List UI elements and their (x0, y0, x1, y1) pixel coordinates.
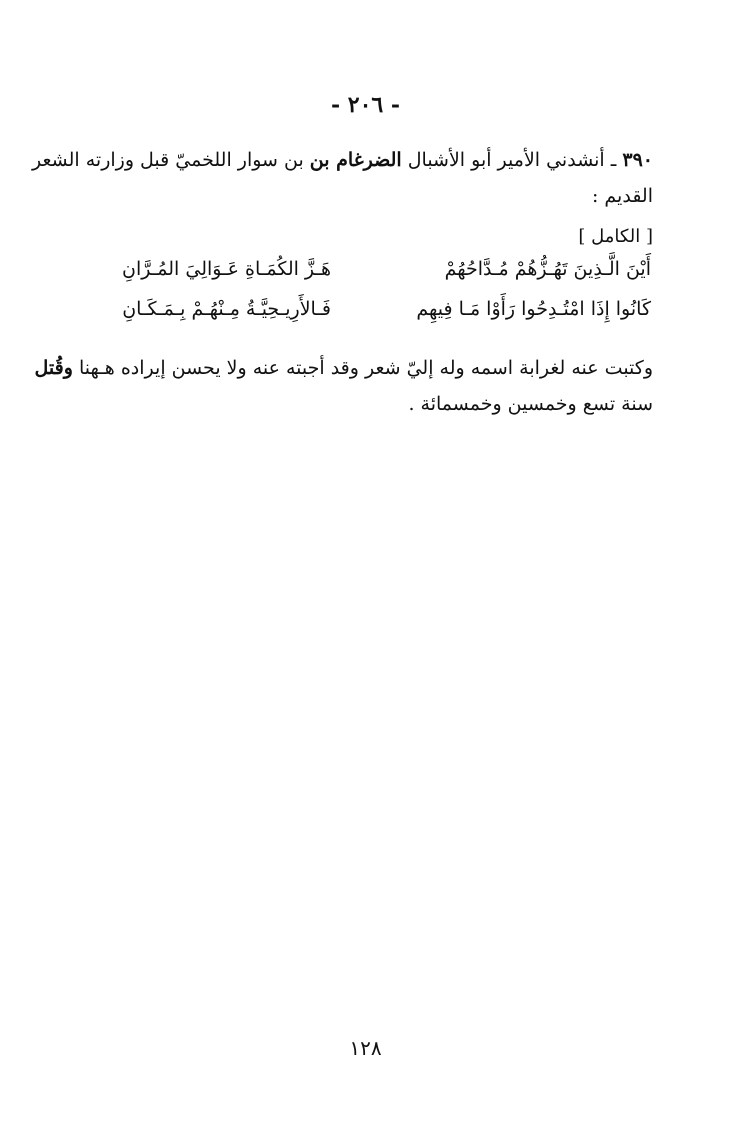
verse-second-hemistich: هَـزَّ الكُمَـاةِ عَـوَالِيَ المُـرَّانِ (122, 258, 331, 280)
entry-dash: ـ (604, 149, 623, 171)
verse-second-hemistich: فَـالأَرِيـحِيَّـةُ مِـنْهُـمْ بِـمَـكَـانِ (122, 298, 331, 320)
entry-name: الضرغام بن (309, 149, 402, 171)
poem-meter: [ الكامل ] (578, 226, 653, 247)
entry-paragraph (23, 142, 653, 214)
closing-text-before-bold: وكتبت عنه لغرابة اسمه وله إليّ شعر وقد أجبته عنه ولا يحسن إيراده هـهنا (72, 357, 653, 379)
page-reference: - ٢٠٦ - (330, 92, 401, 118)
verse-first-hemistich: أَيْنَ الَّـذِينَ تَهُـزُّهُمْ مُـدَّاحُهُمْ (444, 258, 651, 280)
entry-number: ٣٩٠ (622, 149, 653, 171)
verse-first-hemistich: كَانُوا إِذَا امْتُـدِحُوا رَأَوْا مَـا فِيهِم (416, 298, 651, 320)
page-footer (0, 1036, 731, 1060)
page-header-reference (0, 92, 731, 118)
closing-paragraph (23, 350, 653, 422)
closing-bold-word: وقُتل (34, 357, 73, 379)
closing-text-after-bold: سنة تسع وخمسين وخمسمائة . (408, 393, 653, 415)
entry-text-before-name: أنشدني الأمير أبو الأشبال (401, 149, 605, 171)
verse-line (71, 258, 651, 292)
verse-line (71, 298, 651, 332)
page-number: ١٢٨ (349, 1036, 382, 1060)
entry-text-after-name: بن سوار اللخميّ قبل وزارته الشعر القديم : (32, 149, 653, 207)
